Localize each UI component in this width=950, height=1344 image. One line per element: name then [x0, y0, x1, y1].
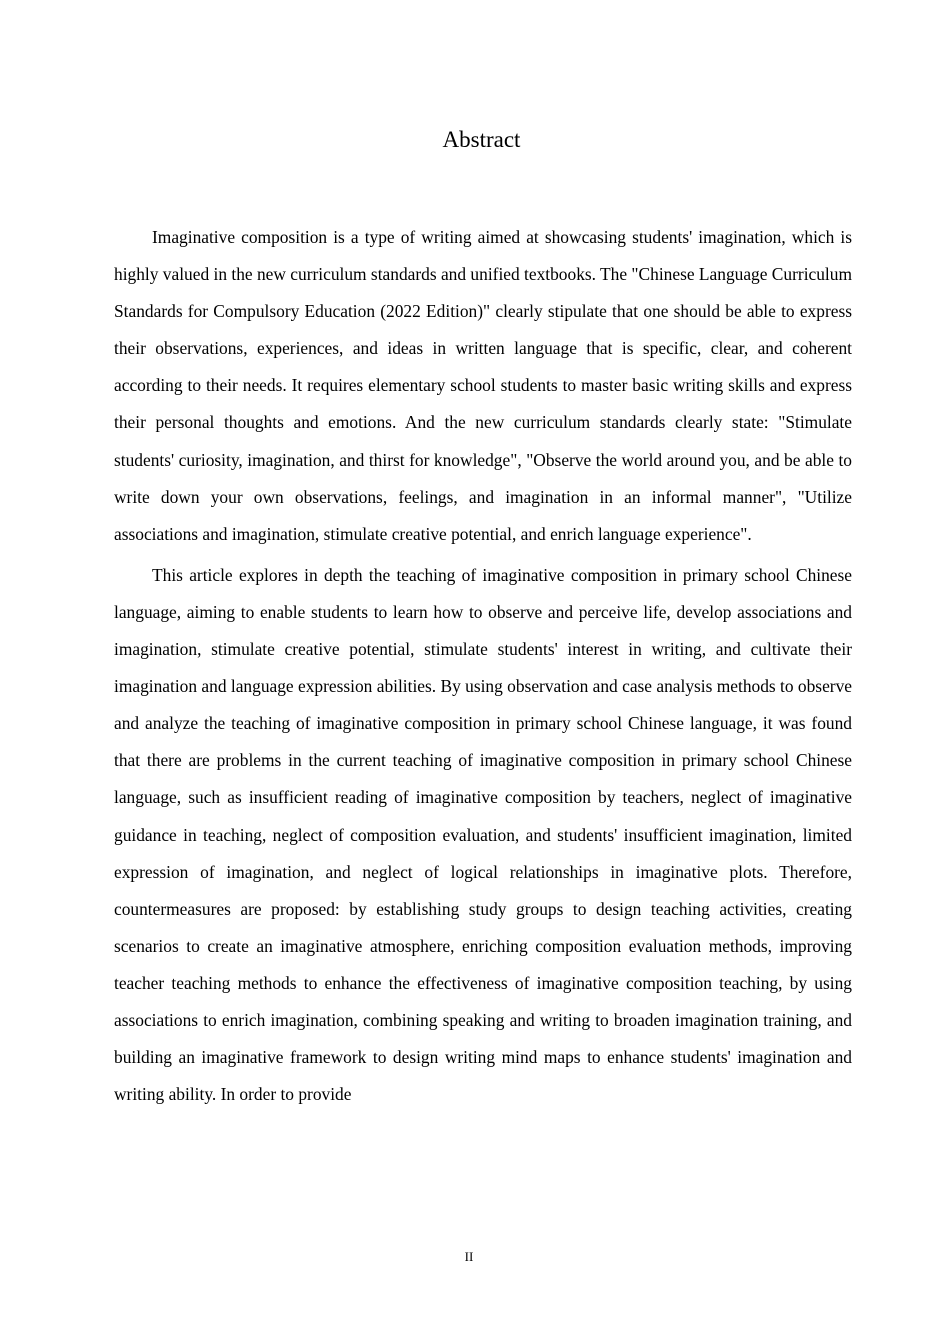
abstract-paragraph-1: Imaginative composition is a type of writing aimed at showcasing students' imagination, which is highly valued in the new curriculum standards and unified textbooks. The "Chinese Language Curriculum Standards for Compulsory Education (2022 Edition)" clearly stipulate that one should be able to express their observations, experiences, and ideas in written language that is specific, clear, and coherent according to their needs. It requires elementary school students to master basic writing skills and express their personal thoughts and emotions. And the new curriculum standards clearly state: "Stimulate students' curiosity, imagination, and thirst for knowledge", "Observe the world around you, and be able to write down your own observations, feelings, and imagination in an informal manner", "Utilize associations and imagination, stimulate creative potential, and enrich language experience".: [114, 227, 852, 544]
abstract-body: [114, 219, 852, 1117]
abstract-paragraph-2: This article explores in depth the teaching of imaginative composition in primary school Chinese language, aiming to enable students to learn how to observe and perceive life, develop associations and imagination, stimulate creative potential, stimulate students' interest in writing, and cultivate their imagination and language expression abilities. By using observation and case analysis methods to observe and analyze the teaching of imaginative composition in primary school Chinese language, it was found that there are problems in the current teaching of imaginative composition in primary school Chinese language, such as insufficient reading of imaginative composition by teachers, neglect of imaginative guidance in teaching, neglect of composition evaluation, and students' insufficient imagination, limited expression of imagination, and neglect of logical relationships in imaginative plots. Therefore, countermeasures are proposed: by establishing study groups to design teaching activities, creating scenarios to create an imaginative atmosphere, enriching composition evaluation methods, improving teacher teaching methods to enhance the effectiveness of imaginative composition teaching, by using associations to enrich imagination, combining speaking and writing to broaden imagination training, and building an imaginative framework to design writing mind maps to enhance students' imagination and writing ability. In order to provide: [114, 564, 852, 1105]
page-number: II: [464, 1249, 474, 1264]
page-title: Abstract: [442, 127, 521, 152]
